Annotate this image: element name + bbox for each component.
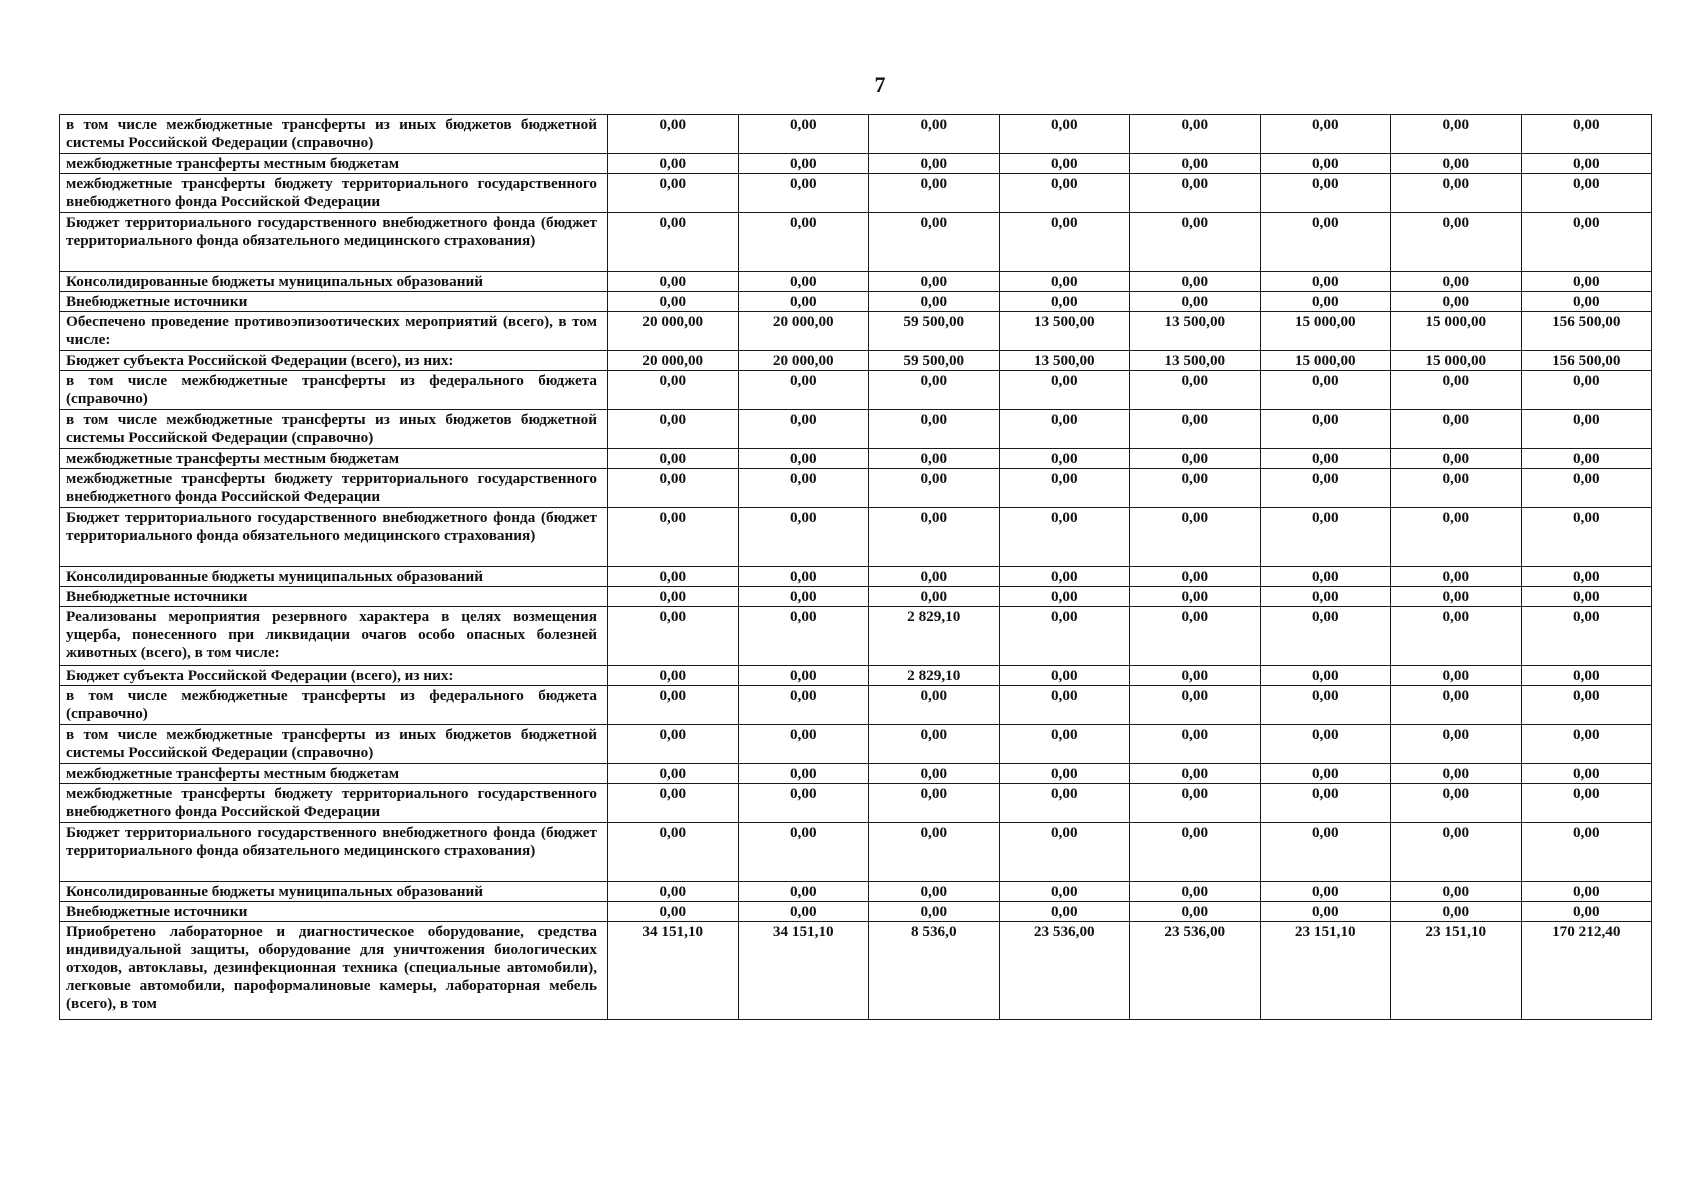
value-cell: 0,00 <box>999 449 1130 469</box>
value-cell: 0,00 <box>1130 607 1261 666</box>
value-cell: 0,00 <box>999 823 1130 882</box>
table-row <box>60 154 1652 174</box>
value-cell: 20 000,00 <box>738 351 869 371</box>
row-label: межбюджетные трансферты бюджету территориального государственного внебюджетного фонда Российской Федерации <box>60 469 608 508</box>
value-cell: 2 829,10 <box>869 666 1000 686</box>
value-cell: 0,00 <box>738 371 869 410</box>
value-cell: 0,00 <box>999 567 1130 587</box>
row-label: в том числе межбюджетные трансферты из иных бюджетов бюджетной системы Российской Федерации (справочно) <box>60 115 608 154</box>
value-cell: 0,00 <box>738 686 869 725</box>
value-cell: 0,00 <box>738 292 869 312</box>
value-cell: 20 000,00 <box>738 312 869 351</box>
value-cell: 0,00 <box>1130 410 1261 449</box>
table-row <box>60 882 1652 902</box>
value-cell: 0,00 <box>869 371 1000 410</box>
table-row <box>60 292 1652 312</box>
value-cell: 23 536,00 <box>1130 922 1261 1020</box>
value-cell: 0,00 <box>1521 882 1652 902</box>
row-label: межбюджетные трансферты бюджету территориального государственного внебюджетного фонда Российской Федерации <box>60 784 608 823</box>
value-cell: 0,00 <box>999 508 1130 567</box>
table-row <box>60 666 1652 686</box>
value-cell: 0,00 <box>608 607 739 666</box>
value-cell: 0,00 <box>1521 725 1652 764</box>
value-cell: 0,00 <box>869 686 1000 725</box>
value-cell: 0,00 <box>999 272 1130 292</box>
value-cell: 0,00 <box>1260 902 1391 922</box>
value-cell: 15 000,00 <box>1391 351 1522 371</box>
value-cell: 0,00 <box>999 686 1130 725</box>
value-cell: 0,00 <box>1521 784 1652 823</box>
value-cell: 0,00 <box>999 902 1130 922</box>
value-cell: 0,00 <box>1391 607 1522 666</box>
row-label: межбюджетные трансферты бюджету территориального государственного внебюджетного фонда Российской Федерации <box>60 174 608 213</box>
table-row <box>60 410 1652 449</box>
value-cell: 0,00 <box>869 410 1000 449</box>
value-cell: 13 500,00 <box>1130 312 1261 351</box>
value-cell: 0,00 <box>1260 154 1391 174</box>
table-body <box>60 115 1652 1020</box>
row-label: Бюджет субъекта Российской Федерации (всего), из них: <box>60 351 608 371</box>
value-cell: 0,00 <box>1391 449 1522 469</box>
value-cell: 15 000,00 <box>1391 312 1522 351</box>
value-cell: 0,00 <box>1521 508 1652 567</box>
value-cell: 0,00 <box>1130 449 1261 469</box>
value-cell: 0,00 <box>608 115 739 154</box>
value-cell: 0,00 <box>869 292 1000 312</box>
row-label: Внебюджетные источники <box>60 902 608 922</box>
value-cell: 0,00 <box>999 587 1130 607</box>
value-cell: 0,00 <box>738 725 869 764</box>
value-cell: 0,00 <box>738 469 869 508</box>
value-cell: 0,00 <box>608 587 739 607</box>
value-cell: 0,00 <box>608 784 739 823</box>
value-cell: 0,00 <box>738 272 869 292</box>
value-cell: 0,00 <box>738 449 869 469</box>
value-cell: 0,00 <box>1130 764 1261 784</box>
value-cell: 0,00 <box>1260 449 1391 469</box>
table-row <box>60 686 1652 725</box>
value-cell: 0,00 <box>608 902 739 922</box>
value-cell: 0,00 <box>1260 213 1391 272</box>
value-cell: 0,00 <box>608 725 739 764</box>
value-cell: 0,00 <box>1130 508 1261 567</box>
value-cell: 0,00 <box>1521 607 1652 666</box>
value-cell: 0,00 <box>738 882 869 902</box>
row-label: Внебюджетные источники <box>60 587 608 607</box>
value-cell: 0,00 <box>608 882 739 902</box>
value-cell: 0,00 <box>869 882 1000 902</box>
value-cell: 0,00 <box>869 902 1000 922</box>
value-cell: 0,00 <box>1391 508 1522 567</box>
value-cell: 23 536,00 <box>999 922 1130 1020</box>
table-row <box>60 508 1652 567</box>
table-row <box>60 469 1652 508</box>
value-cell: 156 500,00 <box>1521 351 1652 371</box>
value-cell: 0,00 <box>738 567 869 587</box>
value-cell: 0,00 <box>999 154 1130 174</box>
value-cell: 0,00 <box>1391 725 1522 764</box>
row-label: Реализованы мероприятия резервного характера в целях возмещения ущерба, понесенного при ликвидации очагов особо опасных болезней животных (всего), в том числе: <box>60 607 608 666</box>
row-label: в том числе межбюджетные трансферты из иных бюджетов бюджетной системы Российской Федерации (справочно) <box>60 410 608 449</box>
value-cell: 0,00 <box>1260 115 1391 154</box>
value-cell: 0,00 <box>738 154 869 174</box>
value-cell: 0,00 <box>738 902 869 922</box>
value-cell: 34 151,10 <box>738 922 869 1020</box>
value-cell: 0,00 <box>1521 686 1652 725</box>
table-row <box>60 823 1652 882</box>
value-cell: 0,00 <box>738 115 869 154</box>
value-cell: 0,00 <box>999 784 1130 823</box>
value-cell: 15 000,00 <box>1260 351 1391 371</box>
value-cell: 0,00 <box>608 686 739 725</box>
value-cell: 0,00 <box>1521 272 1652 292</box>
table-row <box>60 449 1652 469</box>
value-cell: 0,00 <box>1391 666 1522 686</box>
budget-table <box>59 114 1652 1020</box>
value-cell: 0,00 <box>1391 587 1522 607</box>
row-label: в том числе межбюджетные трансферты из федерального бюджета (справочно) <box>60 371 608 410</box>
value-cell: 0,00 <box>608 764 739 784</box>
value-cell: 0,00 <box>999 469 1130 508</box>
value-cell: 0,00 <box>1391 784 1522 823</box>
value-cell: 0,00 <box>738 410 869 449</box>
value-cell: 0,00 <box>738 666 869 686</box>
value-cell: 13 500,00 <box>999 351 1130 371</box>
value-cell: 0,00 <box>738 587 869 607</box>
value-cell: 0,00 <box>869 567 1000 587</box>
value-cell: 0,00 <box>1260 174 1391 213</box>
value-cell: 23 151,10 <box>1260 922 1391 1020</box>
value-cell: 0,00 <box>1130 272 1261 292</box>
value-cell: 23 151,10 <box>1391 922 1522 1020</box>
value-cell: 13 500,00 <box>999 312 1130 351</box>
value-cell: 0,00 <box>1260 784 1391 823</box>
value-cell: 0,00 <box>1391 902 1522 922</box>
value-cell: 0,00 <box>1260 587 1391 607</box>
row-label: Бюджет территориального государственного внебюджетного фонда (бюджет территориального фонда обязательного медицинского страхования) <box>60 508 608 567</box>
value-cell: 0,00 <box>869 823 1000 882</box>
value-cell: 0,00 <box>1260 666 1391 686</box>
value-cell: 20 000,00 <box>608 351 739 371</box>
value-cell: 0,00 <box>999 764 1130 784</box>
value-cell: 2 829,10 <box>869 607 1000 666</box>
value-cell: 0,00 <box>1521 823 1652 882</box>
table-row <box>60 174 1652 213</box>
value-cell: 15 000,00 <box>1260 312 1391 351</box>
value-cell: 0,00 <box>869 154 1000 174</box>
page-number: 7 <box>874 72 886 97</box>
table-row <box>60 764 1652 784</box>
value-cell: 0,00 <box>999 115 1130 154</box>
value-cell: 0,00 <box>1391 469 1522 508</box>
value-cell: 0,00 <box>869 508 1000 567</box>
value-cell: 0,00 <box>738 607 869 666</box>
row-label: в том числе межбюджетные трансферты из иных бюджетов бюджетной системы Российской Федерации (справочно) <box>60 725 608 764</box>
table-row <box>60 902 1652 922</box>
value-cell: 0,00 <box>738 508 869 567</box>
value-cell: 0,00 <box>1391 371 1522 410</box>
value-cell: 0,00 <box>999 174 1130 213</box>
row-label: Внебюджетные источники <box>60 292 608 312</box>
value-cell: 0,00 <box>1521 154 1652 174</box>
value-cell: 0,00 <box>869 764 1000 784</box>
value-cell: 0,00 <box>608 823 739 882</box>
value-cell: 0,00 <box>1391 115 1522 154</box>
value-cell: 0,00 <box>1391 272 1522 292</box>
value-cell: 0,00 <box>738 213 869 272</box>
value-cell: 0,00 <box>738 174 869 213</box>
value-cell: 0,00 <box>1391 567 1522 587</box>
row-label: Обеспечено проведение противоэпизоотических мероприятий (всего), в том числе: <box>60 312 608 351</box>
value-cell: 0,00 <box>999 213 1130 272</box>
value-cell: 0,00 <box>869 272 1000 292</box>
value-cell: 0,00 <box>608 292 739 312</box>
row-label: Бюджет субъекта Российской Федерации (всего), из них: <box>60 666 608 686</box>
value-cell: 0,00 <box>1521 764 1652 784</box>
value-cell: 0,00 <box>999 371 1130 410</box>
table-row <box>60 922 1652 1020</box>
value-cell: 0,00 <box>999 882 1130 902</box>
value-cell: 0,00 <box>1130 902 1261 922</box>
row-label: Консолидированные бюджеты муниципальных образований <box>60 567 608 587</box>
value-cell: 0,00 <box>1130 587 1261 607</box>
value-cell: 0,00 <box>1391 823 1522 882</box>
row-label: Консолидированные бюджеты муниципальных образований <box>60 272 608 292</box>
value-cell: 0,00 <box>1521 115 1652 154</box>
value-cell: 59 500,00 <box>869 312 1000 351</box>
value-cell: 0,00 <box>1260 823 1391 882</box>
value-cell: 0,00 <box>608 666 739 686</box>
value-cell: 0,00 <box>738 764 869 784</box>
row-label: Консолидированные бюджеты муниципальных образований <box>60 882 608 902</box>
value-cell: 0,00 <box>1260 882 1391 902</box>
value-cell: 20 000,00 <box>608 312 739 351</box>
value-cell: 0,00 <box>869 784 1000 823</box>
value-cell: 0,00 <box>608 410 739 449</box>
value-cell: 0,00 <box>1130 686 1261 725</box>
value-cell: 0,00 <box>738 784 869 823</box>
value-cell: 0,00 <box>1521 174 1652 213</box>
value-cell: 0,00 <box>1521 666 1652 686</box>
row-label: Приобретено лабораторное и диагностическое оборудование, средства индивидуальной защиты, оборудование для уничтожения биологических отходов, автоклавы, дезинфекционная техника (специальные автомобили), легковые автомобили, пароформалиновые камеры, лабораторная мебель (всего), в том <box>60 922 608 1020</box>
value-cell: 0,00 <box>1130 567 1261 587</box>
value-cell: 0,00 <box>1260 292 1391 312</box>
value-cell: 0,00 <box>738 823 869 882</box>
value-cell: 8 536,0 <box>869 922 1000 1020</box>
value-cell: 0,00 <box>1130 823 1261 882</box>
value-cell: 0,00 <box>1260 469 1391 508</box>
value-cell: 0,00 <box>1130 371 1261 410</box>
value-cell: 34 151,10 <box>608 922 739 1020</box>
value-cell: 0,00 <box>999 666 1130 686</box>
value-cell: 0,00 <box>1260 371 1391 410</box>
value-cell: 0,00 <box>1130 115 1261 154</box>
value-cell: 0,00 <box>608 371 739 410</box>
value-cell: 59 500,00 <box>869 351 1000 371</box>
value-cell: 0,00 <box>1521 292 1652 312</box>
value-cell: 0,00 <box>869 174 1000 213</box>
value-cell: 0,00 <box>1391 174 1522 213</box>
value-cell: 0,00 <box>1521 371 1652 410</box>
table-row <box>60 272 1652 292</box>
table-row <box>60 607 1652 666</box>
value-cell: 0,00 <box>608 174 739 213</box>
value-cell: 0,00 <box>1391 410 1522 449</box>
row-label: Бюджет территориального государственного внебюджетного фонда (бюджет территориального фонда обязательного медицинского страхования) <box>60 213 608 272</box>
value-cell: 0,00 <box>1260 725 1391 764</box>
table-row <box>60 351 1652 371</box>
value-cell: 0,00 <box>1521 410 1652 449</box>
value-cell: 0,00 <box>1130 725 1261 764</box>
table-row <box>60 312 1652 351</box>
table-row <box>60 587 1652 607</box>
value-cell: 0,00 <box>1391 764 1522 784</box>
value-cell: 0,00 <box>1260 567 1391 587</box>
row-label: Бюджет территориального государственного внебюджетного фонда (бюджет территориального фонда обязательного медицинского страхования) <box>60 823 608 882</box>
value-cell: 0,00 <box>1130 292 1261 312</box>
value-cell: 0,00 <box>1130 882 1261 902</box>
value-cell: 0,00 <box>869 213 1000 272</box>
table-row <box>60 567 1652 587</box>
value-cell: 0,00 <box>1130 174 1261 213</box>
value-cell: 0,00 <box>999 410 1130 449</box>
row-label: межбюджетные трансферты местным бюджетам <box>60 449 608 469</box>
value-cell: 0,00 <box>1130 213 1261 272</box>
table-row <box>60 115 1652 154</box>
value-cell: 0,00 <box>869 115 1000 154</box>
value-cell: 0,00 <box>1260 686 1391 725</box>
value-cell: 0,00 <box>1260 410 1391 449</box>
value-cell: 0,00 <box>1130 154 1261 174</box>
value-cell: 0,00 <box>1260 272 1391 292</box>
value-cell: 0,00 <box>999 607 1130 666</box>
row-label: межбюджетные трансферты местным бюджетам <box>60 764 608 784</box>
value-cell: 0,00 <box>869 469 1000 508</box>
table-row <box>60 213 1652 272</box>
value-cell: 0,00 <box>608 272 739 292</box>
value-cell: 0,00 <box>608 567 739 587</box>
value-cell: 13 500,00 <box>1130 351 1261 371</box>
value-cell: 0,00 <box>1130 784 1261 823</box>
value-cell: 0,00 <box>1260 607 1391 666</box>
value-cell: 0,00 <box>999 725 1130 764</box>
value-cell: 0,00 <box>1391 882 1522 902</box>
value-cell: 0,00 <box>1391 292 1522 312</box>
value-cell: 0,00 <box>869 587 1000 607</box>
value-cell: 0,00 <box>869 449 1000 469</box>
table-row <box>60 784 1652 823</box>
value-cell: 0,00 <box>999 292 1130 312</box>
value-cell: 0,00 <box>1521 213 1652 272</box>
value-cell: 0,00 <box>1391 213 1522 272</box>
value-cell: 0,00 <box>1521 449 1652 469</box>
value-cell: 0,00 <box>608 508 739 567</box>
table-row <box>60 725 1652 764</box>
value-cell: 0,00 <box>869 725 1000 764</box>
value-cell: 0,00 <box>1521 469 1652 508</box>
value-cell: 0,00 <box>1130 469 1261 508</box>
value-cell: 0,00 <box>1391 154 1522 174</box>
row-label: межбюджетные трансферты местным бюджетам <box>60 154 608 174</box>
value-cell: 0,00 <box>1521 902 1652 922</box>
value-cell: 0,00 <box>608 213 739 272</box>
value-cell: 170 212,40 <box>1521 922 1652 1020</box>
value-cell: 0,00 <box>1130 666 1261 686</box>
value-cell: 0,00 <box>608 469 739 508</box>
value-cell: 0,00 <box>1521 587 1652 607</box>
value-cell: 156 500,00 <box>1521 312 1652 351</box>
value-cell: 0,00 <box>1521 567 1652 587</box>
value-cell: 0,00 <box>1260 508 1391 567</box>
value-cell: 0,00 <box>608 154 739 174</box>
value-cell: 0,00 <box>608 449 739 469</box>
value-cell: 0,00 <box>1260 764 1391 784</box>
table-row <box>60 371 1652 410</box>
row-label: в том числе межбюджетные трансферты из федерального бюджета (справочно) <box>60 686 608 725</box>
value-cell: 0,00 <box>1391 686 1522 725</box>
